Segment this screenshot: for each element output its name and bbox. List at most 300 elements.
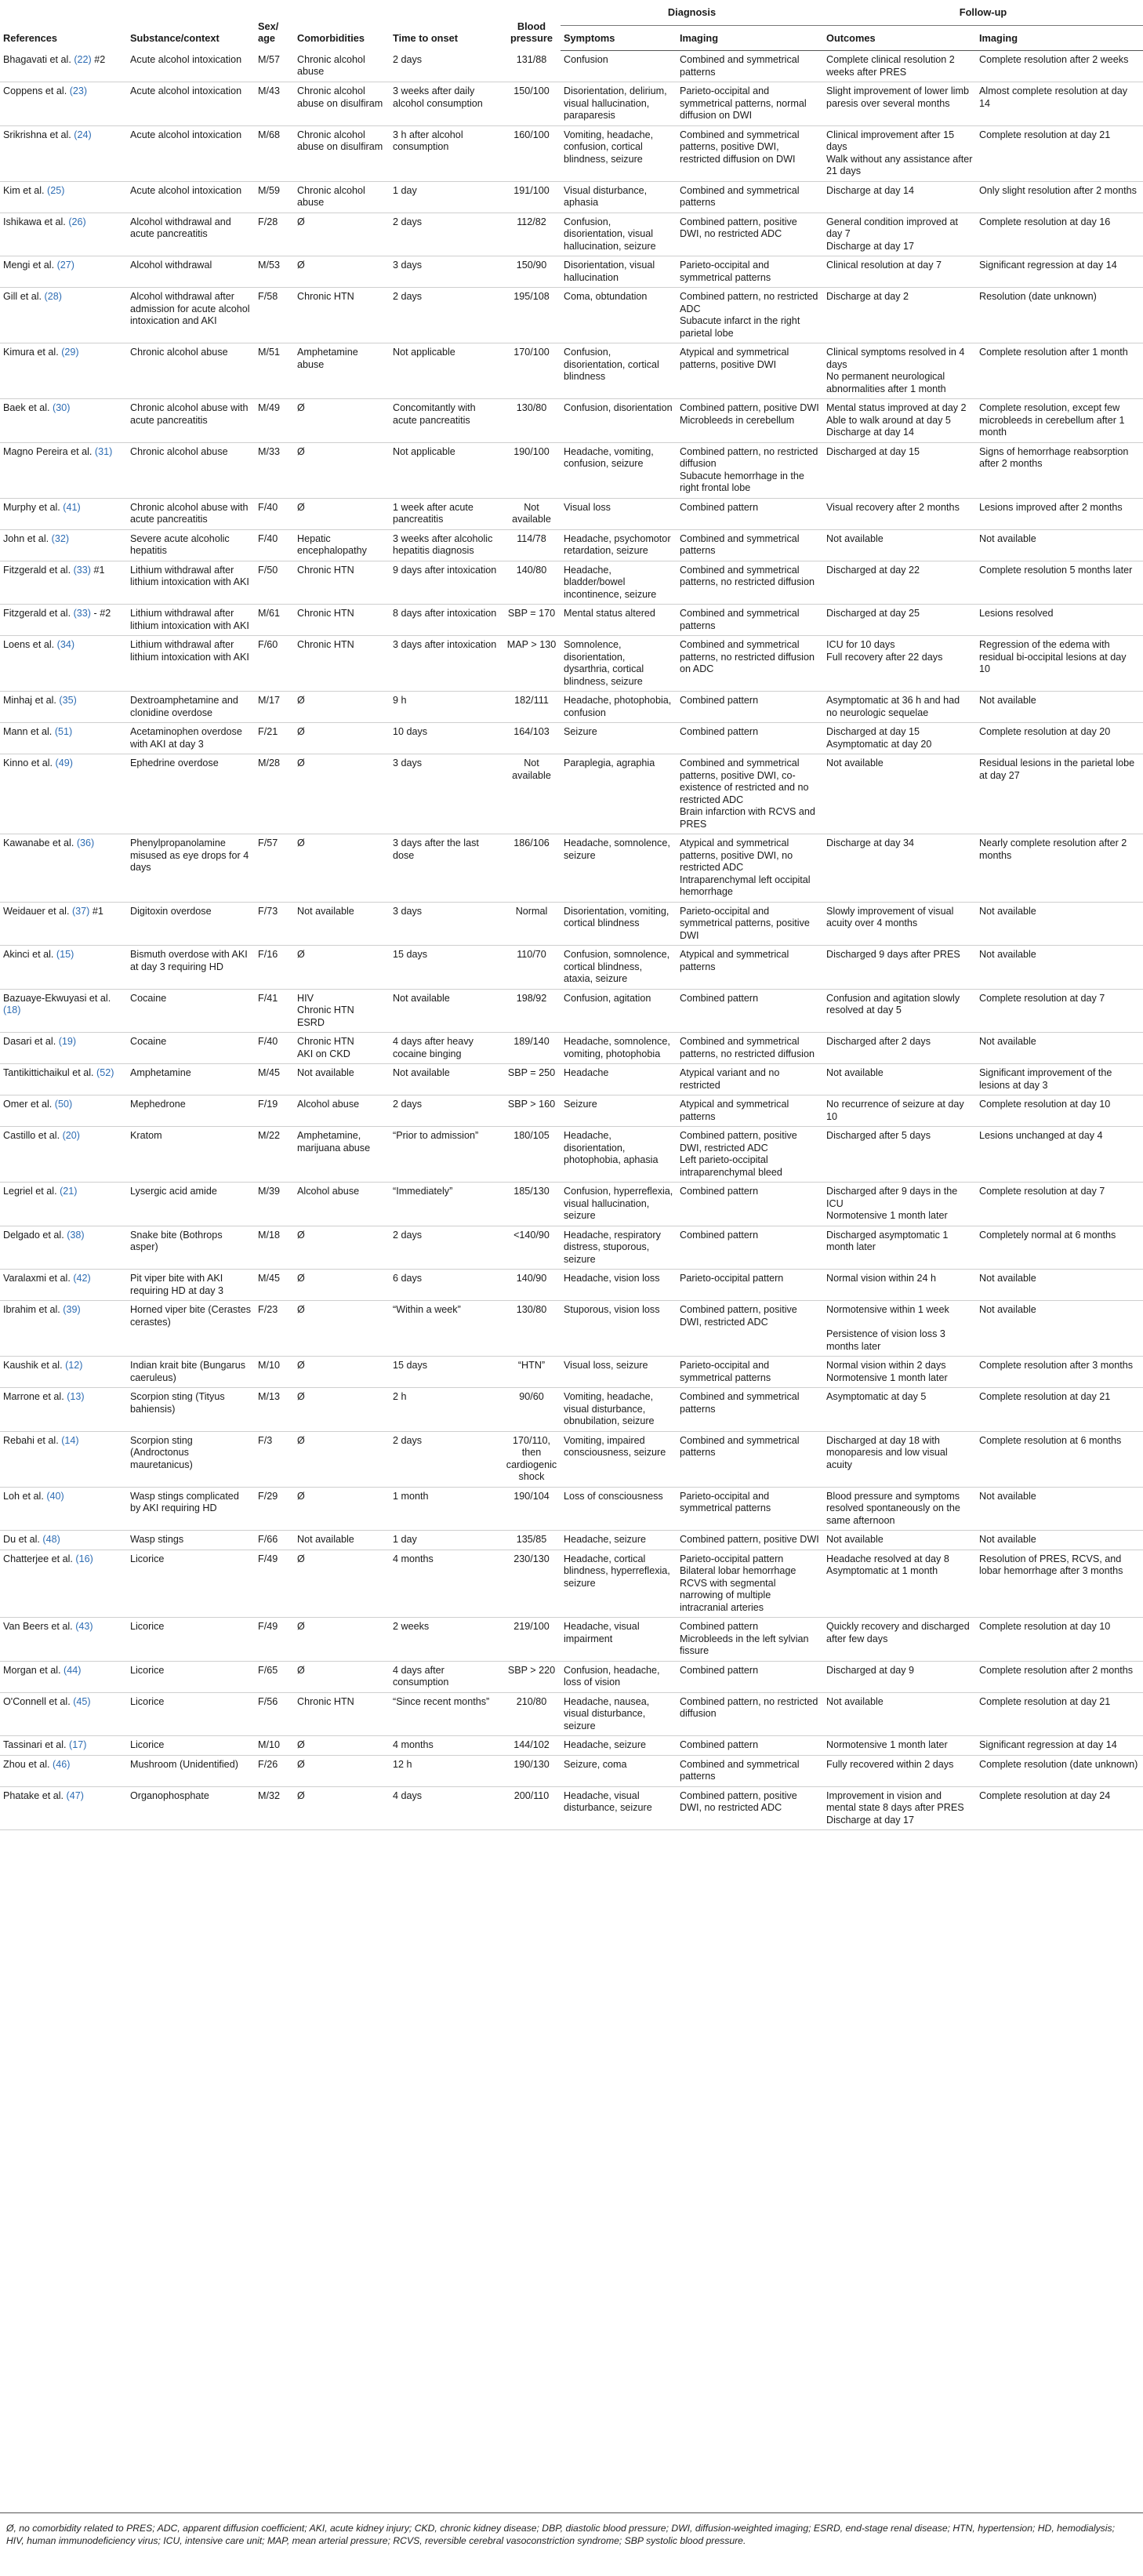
imaging-cell: Parieto-occipital and symmetrical patterns [677,1487,823,1531]
reference-author: Kim et al. [3,184,45,196]
imaging-cell: Combined pattern, no restricted diffusion Subacute hemorrhage in the right frontal lobe [677,442,823,498]
reference-cell [0,256,127,288]
citation-link[interactable]: (41) [63,501,81,513]
substance-cell: Acute alcohol intoxication [127,181,255,213]
reference-author: Legriel et al. [3,1186,57,1197]
substance-cell: Organophosphate [127,1786,255,1830]
onset-cell: 2 days [390,1095,503,1127]
imaging-cell: Combined pattern, no restricted diffusion [677,1692,823,1736]
reference-author: Srikrishna et al. [3,129,71,140]
substance-cell: Acute alcohol intoxication [127,51,255,82]
reference-author: O'Connell et al. [3,1695,71,1707]
substance-cell: Lithium withdrawal after lithium intoxication with AKI [127,561,255,605]
reference-author: Ishikawa et al. [3,216,66,227]
substance-cell: Kratom [127,1127,255,1183]
citation-link[interactable]: (25) [47,184,65,196]
table-row [0,1064,1143,1095]
imaging-cell: Combined pattern [677,1661,823,1692]
reference-author: Chatterjee et al. [3,1553,73,1564]
onset-cell: 4 days [390,1786,503,1830]
reference-cell [0,754,127,834]
reference-cell [0,1301,127,1357]
substance-cell: Bismuth overdose with AKI at day 3 requiring HD [127,946,255,990]
outcomes-cell: Normal vision within 24 h [823,1270,976,1301]
sex-age-cell: M/57 [255,51,294,82]
blood-pressure-cell: 200/110 [503,1786,561,1830]
header-references: References [3,32,58,44]
comorbidities-cell: Chronic HTN [294,605,390,636]
followup-imaging-cell: Complete resolution at day 16 [976,213,1143,256]
table-row [0,1692,1143,1736]
symptoms-cell: Headache, cortical blindness, hyperreflexia, seizure [561,1550,677,1618]
citation-link[interactable]: (18) [3,1005,21,1016]
onset-cell: 3 h after alcohol consumption [390,125,503,181]
citation-link[interactable]: (13) [67,1391,85,1402]
sex-age-cell: F/41 [255,989,294,1033]
substance-cell: Acute alcohol intoxication [127,125,255,181]
followup-imaging-cell: Complete resolution at day 21 [976,1692,1143,1736]
citation-link[interactable]: (45) [73,1695,91,1707]
blood-pressure-cell: 198/92 [503,989,561,1033]
symptoms-cell: Headache, vision loss [561,1270,677,1301]
comorbidities-cell: Ø [294,1618,390,1662]
reference-cell [0,1661,127,1692]
comorbidities-cell: HIV Chronic HTN ESRD [294,989,390,1033]
table-row [0,256,1143,288]
citation-link[interactable]: (19) [58,1036,77,1047]
symptoms-cell: Headache, somnolence, vomiting, photophobia [561,1033,677,1064]
footnote-divider [0,2512,1143,2513]
blood-pressure-cell: 195/108 [503,288,561,343]
table-row [0,82,1143,126]
table-row [0,1127,1143,1183]
outcomes-cell: Discharged after 2 days [823,1033,976,1064]
reference-cell [0,1550,127,1618]
sex-age-cell: F/40 [255,1033,294,1064]
imaging-cell: Atypical and symmetrical patterns, positive DWI, no restricted ADC Intraparenchymal left occipital hemorrhage [677,834,823,903]
reference-cell [0,636,127,692]
case-number: - #2 [91,608,111,619]
reference-cell [0,343,127,399]
citation-link[interactable]: (27) [56,260,75,271]
followup-imaging-cell: Significant regression at day 14 [976,1736,1143,1756]
reference-author: Fitzgerald et al. [3,608,71,619]
followup-imaging-cell: Lesions resolved [976,605,1143,636]
symptoms-cell: Vomiting, headache, confusion, cortical blindness, seizure [561,125,677,181]
followup-imaging-cell: Not available [976,529,1143,561]
table-footnote: Ø, no comorbidity related to PRES; ADC, apparent diffusion coefficient; AKI, acute kidney injury; CKD, chronic kidney disease; DBP, diastolic blood pressure; DWI, diffusion-weighted imaging; ESRD, end-stage renal disease; HTN, hypertension; HD, hemodialysis; HIV, human immunodeficiency virus; ICU, intensive care unit; MAP, mean arterial pressure; RCVS, reversible cerebral vasoconstriction syndrome; SBP systolic blood pressure. [6,2523,1115,2546]
imaging-cell: Combined pattern [677,723,823,754]
reference-author: Akinci et al. [3,949,54,960]
outcomes-cell: ICU for 10 days Full recovery after 22 days [823,636,976,692]
blood-pressure-cell: 110/70 [503,946,561,990]
blood-pressure-cell: Not available [503,498,561,529]
symptoms-cell: Disorientation, vomiting, cortical blindness [561,902,677,946]
sex-age-cell: F/21 [255,723,294,754]
outcomes-cell: Asymptomatic at day 5 [823,1388,976,1432]
symptoms-cell: Visual loss [561,498,677,529]
outcomes-cell: Discharge at day 34 [823,834,976,903]
reference-author: Delgado et al. [3,1229,64,1241]
followup-imaging-cell: Residual lesions in the parietal lobe at day 27 [976,754,1143,834]
substance-cell: Wasp stings complicated by AKI requiring HD [127,1487,255,1531]
citation-link[interactable]: (14) [61,1434,79,1446]
reference-cell [0,1033,127,1064]
reference-author: Kinno et al. [3,758,53,768]
reference-cell [0,51,127,82]
symptoms-cell: Confusion, hyperreflexia, visual hallucination, seizure [561,1183,677,1226]
reference-cell [0,605,127,636]
reference-cell [0,498,127,529]
imaging-cell: Atypical and symmetrical patterns, positive DWI [677,343,823,399]
comorbidities-cell: Ø [294,1270,390,1301]
symptoms-cell: Headache, vomiting, confusion, seizure [561,442,677,498]
onset-cell: 2 weeks [390,1618,503,1662]
followup-imaging-cell: Complete resolution at day 21 [976,1388,1143,1432]
substance-cell: Indian krait bite (Bungarus caeruleus) [127,1357,255,1388]
citation-link[interactable]: (37) [71,905,90,917]
comorbidities-cell: Hepatic encephalopathy [294,529,390,561]
citation-link[interactable]: (51) [54,726,73,737]
citation-link[interactable]: (35) [59,695,77,706]
citation-link[interactable]: (24) [74,129,92,140]
imaging-cell: Combined and symmetrical patterns [677,605,823,636]
reference-author: Baek et al. [3,402,50,413]
reference-author: Minhaj et al. [3,695,56,706]
table-row [0,343,1143,399]
blood-pressure-cell: 219/100 [503,1618,561,1662]
reference-author: Magno Pereira et al. [3,445,93,457]
header-sex-age: Sex/ age [258,20,279,44]
blood-pressure-cell: 180/105 [503,1127,561,1183]
comorbidities-cell: Ø [294,1301,390,1357]
reference-author: Bhagavati et al. [3,53,71,65]
citation-link[interactable]: (38) [67,1229,85,1241]
blood-pressure-cell: Normal [503,902,561,946]
substance-cell: Licorice [127,1618,255,1662]
table-row [0,946,1143,990]
onset-cell: Concomitantly with acute pancreatitis [390,399,503,443]
imaging-cell: Combined and symmetrical patterns [677,529,823,561]
sex-age-cell: M/33 [255,442,294,498]
reference-author: Rebahi et al. [3,1434,59,1446]
symptoms-cell: Headache, bladder/bowel incontinence, seizure [561,561,677,605]
blood-pressure-cell: 150/90 [503,256,561,288]
citation-link[interactable]: (21) [60,1186,78,1197]
followup-imaging-cell: Not available [976,1270,1143,1301]
sex-age-cell: M/49 [255,399,294,443]
header-imaging: Imaging [677,25,823,51]
substance-cell: Mushroom (Unidentified) [127,1755,255,1786]
outcomes-cell: Confusion and agitation slowly resolved at day 5 [823,989,976,1033]
symptoms-cell: Headache, visual impairment [561,1618,677,1662]
citation-link[interactable]: (49) [55,758,73,768]
reference-author: Murphy et al. [3,501,60,513]
onset-cell: 2 days [390,51,503,82]
table-row [0,636,1143,692]
comorbidities-cell: Ø [294,256,390,288]
blood-pressure-cell: 130/80 [503,1301,561,1357]
sex-age-cell: F/65 [255,1661,294,1692]
imaging-cell: Parieto-occipital pattern Bilateral lobar hemorrhage RCVS with segmental narrowing of multiple intracranial arteries [677,1550,823,1618]
substance-cell: Wasp stings [127,1531,255,1550]
citation-link[interactable]: (12) [65,1360,83,1371]
comorbidities-cell: Ø [294,442,390,498]
followup-imaging-cell: Complete resolution 5 months later [976,561,1143,605]
symptoms-cell: Headache, somnolence, seizure [561,834,677,903]
citation-link[interactable]: (17) [69,1739,87,1750]
onset-cell: 3 weeks after daily alcohol consumption [390,82,503,126]
citation-link[interactable]: (31) [94,445,113,457]
comorbidities-cell: Chronic HTN [294,1692,390,1736]
citation-link[interactable]: (15) [56,949,74,960]
imaging-cell: Combined pattern, positive DWI, no restricted ADC [677,213,823,256]
substance-cell: Chronic alcohol abuse [127,343,255,399]
outcomes-cell: Normotensive within 1 week Persistence of vision loss 3 months later [823,1301,976,1357]
header-symptoms: Symptoms [561,25,677,51]
citation-link[interactable]: (40) [46,1490,64,1502]
symptoms-cell: Stuporous, vision loss [561,1301,677,1357]
outcomes-cell: Clinical symptoms resolved in 4 days No permanent neurological abnormalities after 1 month [823,343,976,399]
citation-link[interactable]: (42) [73,1273,91,1284]
blood-pressure-cell: SBP > 220 [503,1661,561,1692]
reference-cell [0,723,127,754]
followup-imaging-cell: Complete resolution after 2 weeks [976,51,1143,82]
symptoms-cell: Seizure [561,1095,677,1127]
reference-cell [0,946,127,990]
case-number: #1 [89,905,103,917]
followup-imaging-cell: Complete resolution (date unknown) [976,1755,1143,1786]
table-row [0,1226,1143,1270]
symptoms-cell: Confusion [561,51,677,82]
imaging-cell: Parieto-occipital and symmetrical patterns, positive DWI [677,902,823,946]
header-substance: Substance/context [130,32,220,44]
onset-cell: 4 months [390,1550,503,1618]
comorbidities-cell: Ø [294,1755,390,1786]
table-row [0,1183,1143,1226]
reference-author: Tassinari et al. [3,1739,67,1750]
blood-pressure-cell: 164/103 [503,723,561,754]
followup-imaging-cell: Resolution of PRES, RCVS, and lobar hemorrhage after 3 months [976,1550,1143,1618]
reference-author: Weidauer et al. [3,905,70,917]
citation-link[interactable]: (20) [62,1130,81,1141]
outcomes-cell: Discharged at day 15 [823,442,976,498]
comorbidities-cell: Ø [294,498,390,529]
citation-link[interactable]: (33) [73,608,92,619]
outcomes-cell: Improvement in vision and mental state 8 days after PRES Discharge at day 17 [823,1786,976,1830]
blood-pressure-cell: 90/60 [503,1388,561,1432]
reference-cell [0,1531,127,1550]
outcomes-cell: Discharged after 5 days [823,1127,976,1183]
outcomes-cell: Clinical resolution at day 7 [823,256,976,288]
comorbidities-cell: Alcohol abuse [294,1183,390,1226]
reference-cell [0,1487,127,1531]
symptoms-cell: Headache, seizure [561,1531,677,1550]
onset-cell: 3 days [390,754,503,834]
blood-pressure-cell: 150/100 [503,82,561,126]
blood-pressure-cell: 144/102 [503,1736,561,1756]
outcomes-cell: Asymptomatic at 36 h and had no neurologic sequelae [823,692,976,723]
followup-imaging-cell: Completely normal at 6 months [976,1226,1143,1270]
reference-cell [0,1226,127,1270]
reference-author: Mengi et al. [3,260,55,271]
outcomes-cell: Discharged 9 days after PRES [823,946,976,990]
citation-link[interactable]: (22) [74,53,92,65]
citation-link[interactable]: (43) [75,1621,93,1632]
citation-link[interactable]: (47) [66,1789,84,1801]
sex-age-cell: M/10 [255,1357,294,1388]
imaging-cell: Parieto-occipital and symmetrical patterns [677,256,823,288]
symptoms-cell: Mental status altered [561,605,677,636]
followup-imaging-cell: Nearly complete resolution after 2 months [976,834,1143,903]
citation-link[interactable]: (32) [51,532,70,544]
citation-link[interactable]: (33) [73,564,92,576]
blood-pressure-cell: 191/100 [503,181,561,213]
outcomes-cell: Discharged at day 22 [823,561,976,605]
reference-author: Morgan et al. [3,1664,61,1676]
sex-age-cell: M/45 [255,1064,294,1095]
imaging-cell: Combined and symmetrical patterns [677,1431,823,1487]
imaging-cell: Combined pattern [677,1736,823,1756]
comorbidities-cell: Ø [294,692,390,723]
onset-cell: Not available [390,989,503,1033]
table-row [0,498,1143,529]
blood-pressure-cell: 135/85 [503,1531,561,1550]
sex-age-cell: F/49 [255,1618,294,1662]
sex-age-cell: M/13 [255,1388,294,1432]
onset-cell: 15 days [390,1357,503,1388]
reference-cell [0,181,127,213]
outcomes-cell: Not available [823,1692,976,1736]
citation-link[interactable]: (16) [75,1553,93,1564]
reference-cell [0,442,127,498]
reference-cell [0,399,127,443]
citation-link[interactable]: (44) [64,1664,82,1676]
symptoms-cell: Seizure, coma [561,1755,677,1786]
table-row [0,1531,1143,1550]
table-row [0,442,1143,498]
onset-cell: “Prior to admission” [390,1127,503,1183]
header-follow-up: Follow-up [823,2,1143,25]
comorbidities-cell: Ø [294,1357,390,1388]
substance-cell: Acute alcohol intoxication [127,82,255,126]
onset-cell: 10 days [390,723,503,754]
table-row [0,723,1143,754]
outcomes-cell: Not available [823,529,976,561]
citation-link[interactable]: (29) [61,347,79,358]
comorbidities-cell: Ø [294,946,390,990]
symptoms-cell: Confusion, disorientation, cortical blindness [561,343,677,399]
citation-link[interactable]: (39) [63,1304,81,1315]
comorbidities-cell: Chronic HTN [294,288,390,343]
outcomes-cell: Discharged at day 25 [823,605,976,636]
reference-author: Marrone et al. [3,1391,64,1402]
sex-age-cell: M/45 [255,1270,294,1301]
blood-pressure-cell: 190/130 [503,1755,561,1786]
onset-cell: “Within a week” [390,1301,503,1357]
sex-age-cell: M/22 [255,1127,294,1183]
blood-pressure-cell: 112/82 [503,213,561,256]
citation-link[interactable]: (23) [69,85,88,96]
comorbidities-cell: Not available [294,902,390,946]
comorbidities-cell: Chronic alcohol abuse on disulfiram [294,125,390,181]
followup-imaging-cell: Lesions unchanged at day 4 [976,1127,1143,1183]
table-row [0,1736,1143,1756]
outcomes-cell: Discharge at day 14 [823,181,976,213]
outcomes-cell: Headache resolved at day 8 Asymptomatic at 1 month [823,1550,976,1618]
followup-imaging-cell: Not available [976,1487,1143,1531]
reference-cell [0,82,127,126]
blood-pressure-cell: 140/90 [503,1270,561,1301]
sex-age-cell: F/58 [255,288,294,343]
symptoms-cell: Headache, respiratory distress, stuporous, seizure [561,1226,677,1270]
substance-cell: Snake bite (Bothrops asper) [127,1226,255,1270]
table-row [0,1388,1143,1432]
outcomes-cell: Mental status improved at day 2 Able to walk around at day 5 Discharge at day 14 [823,399,976,443]
outcomes-cell: Not available [823,754,976,834]
blood-pressure-cell: 131/88 [503,51,561,82]
comorbidities-cell: Ø [294,1431,390,1487]
comorbidities-cell: Ø [294,723,390,754]
header-diagnosis: Diagnosis [561,2,823,25]
reference-author: Kimura et al. [3,347,59,358]
header-comorbidities: Comorbidities [297,32,365,44]
citation-link[interactable]: (48) [42,1534,60,1545]
sex-age-cell: F/57 [255,834,294,903]
substance-cell: Dextroamphetamine and clonidine overdose [127,692,255,723]
symptoms-cell: Loss of consciousness [561,1487,677,1531]
citation-link[interactable]: (50) [54,1099,73,1110]
citation-link[interactable]: (52) [96,1067,114,1078]
followup-imaging-cell: Significant improvement of the lesions at day 3 [976,1064,1143,1095]
citation-link[interactable]: (34) [56,639,75,650]
symptoms-cell: Headache [561,1064,677,1095]
comorbidities-cell: Chronic alcohol abuse [294,51,390,82]
reference-cell [0,1183,127,1226]
onset-cell: 1 month [390,1487,503,1531]
onset-cell: 1 day [390,1531,503,1550]
reference-cell [0,288,127,343]
sex-age-cell: F/16 [255,946,294,990]
outcomes-cell: No recurrence of seizure at day 10 [823,1095,976,1127]
onset-cell: 9 days after intoxication [390,561,503,605]
header-time-to-onset: Time to onset [393,32,458,44]
outcomes-cell: Blood pressure and symptoms resolved spontaneously on the same afternoon [823,1487,976,1531]
symptoms-cell: Headache, nausea, visual disturbance, seizure [561,1692,677,1736]
symptoms-cell: Confusion, somnolence, cortical blindness, ataxia, seizure [561,946,677,990]
onset-cell: “Immediately” [390,1183,503,1226]
citation-link[interactable]: (28) [44,291,62,302]
followup-imaging-cell: Complete resolution at day 20 [976,723,1143,754]
table-row [0,1661,1143,1692]
comorbidities-cell: Not available [294,1064,390,1095]
reference-cell [0,1270,127,1301]
blood-pressure-cell: SBP > 160 [503,1095,561,1127]
imaging-cell: Combined and symmetrical patterns, no restricted diffusion on ADC [677,636,823,692]
citation-link[interactable]: (36) [76,837,95,848]
symptoms-cell: Disorientation, delirium, visual hallucination, paraparesis [561,82,677,126]
table-row [0,754,1143,834]
symptoms-cell: Confusion, disorientation [561,399,677,443]
citation-link[interactable]: (30) [53,402,71,413]
imaging-cell: Combined pattern, no restricted ADC Subacute infarct in the right parietal lobe [677,288,823,343]
blood-pressure-cell: 140/80 [503,561,561,605]
sex-age-cell: M/28 [255,754,294,834]
citation-link[interactable]: (26) [68,216,86,227]
followup-imaging-cell: Not available [976,946,1143,990]
blood-pressure-cell: 170/110, then cardiogenic shock [503,1431,561,1487]
citation-link[interactable]: (46) [53,1758,71,1770]
